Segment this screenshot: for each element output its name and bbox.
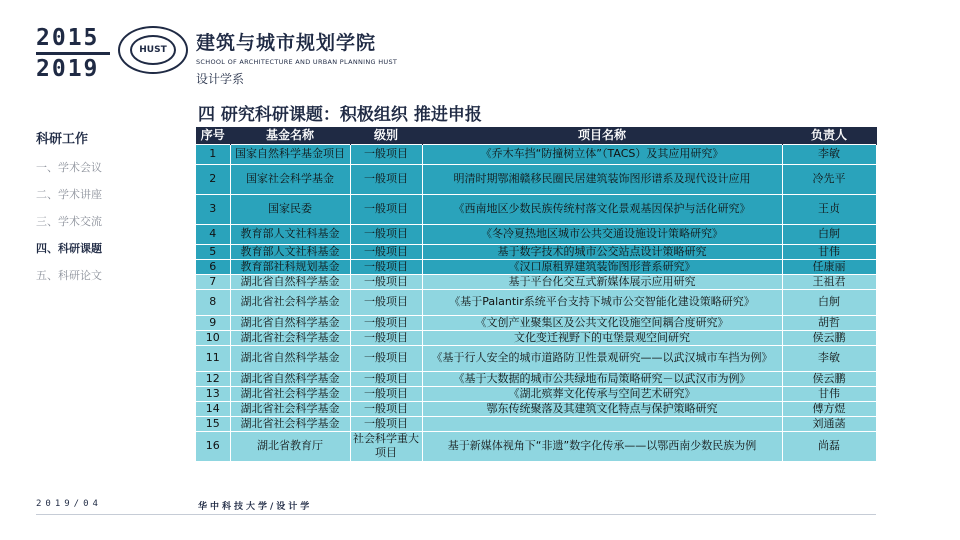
cell-no: 8 [196, 289, 230, 315]
cell-lead: 侯云鹏 [782, 371, 876, 386]
column-header-lead: 负责人 [782, 127, 876, 144]
cell-level: 一般项目 [350, 330, 422, 345]
cell-fund: 湖北省社会科学基金 [230, 416, 350, 431]
cell-no: 7 [196, 274, 230, 289]
cell-fund: 湖北省社会科学基金 [230, 289, 350, 315]
table-row [196, 194, 876, 224]
cell-level: 一般项目 [350, 144, 422, 164]
cell-lead: 傅方煜 [782, 401, 876, 416]
cell-project: 《湖北殡葬文化传承与空间艺术研究》 [422, 386, 782, 401]
cell-lead: 刘通菡 [782, 416, 876, 431]
footer-date: 2019/04 [36, 499, 102, 509]
cell-lead: 王贞 [782, 194, 876, 224]
cell-fund: 国家自然科学基金项目 [230, 144, 350, 164]
sidebar-item-research-projects[interactable]: 四、科研课题 [36, 242, 102, 255]
cell-no: 16 [196, 431, 230, 461]
sidebar-item-conferences[interactable]: 一、学术会议 [36, 161, 102, 174]
table-row [196, 386, 876, 401]
cell-project: 基于数字技术的城市公交站点设计策略研究 [422, 244, 782, 259]
sidebar-item-exchanges[interactable]: 三、学术交流 [36, 215, 102, 228]
column-header-level: 级别 [350, 127, 422, 144]
column-header-project: 项目名称 [422, 127, 782, 144]
table-row [196, 259, 876, 274]
cell-lead: 任康丽 [782, 259, 876, 274]
cell-level: 一般项目 [350, 289, 422, 315]
cell-project: 《汉口原租界建筑装饰图形普系研究》 [422, 259, 782, 274]
cell-no: 12 [196, 371, 230, 386]
cell-fund: 国家民委 [230, 194, 350, 224]
cell-project: 文化变迁视野下的屯堡景观空间研究 [422, 330, 782, 345]
cell-lead: 王祖君 [782, 274, 876, 289]
year-start: 2015 [36, 25, 100, 51]
cell-lead: 白舸 [782, 224, 876, 244]
cell-fund: 湖北省社会科学基金 [230, 386, 350, 401]
cell-level: 一般项目 [350, 345, 422, 371]
cell-project: 《文创产业聚集区及公共文化设施空间耦合度研究》 [422, 315, 782, 330]
table-row [196, 330, 876, 345]
cell-project: 《乔木车挡“防撞树立体”（TACS）及其应用研究》 [422, 144, 782, 164]
cell-lead: 甘伟 [782, 244, 876, 259]
table-row [196, 431, 876, 461]
cell-lead: 胡哲 [782, 315, 876, 330]
column-header-fund: 基金名称 [230, 127, 350, 144]
cell-fund: 湖北省教育厅 [230, 431, 350, 461]
cell-fund: 湖北省社会科学基金 [230, 330, 350, 345]
cell-no: 5 [196, 244, 230, 259]
cell-project: 基于平台化交互式新媒体展示应用研究 [422, 274, 782, 289]
sidebar-nav [36, 128, 102, 296]
column-header-no: 序号 [196, 127, 230, 144]
table-row [196, 345, 876, 371]
page-title: 四 研究科研课题：积极组织 推进申报 [198, 105, 482, 125]
cell-no: 13 [196, 386, 230, 401]
school-name-cn: 建筑与城市规划学院 [196, 32, 377, 54]
cell-level: 一般项目 [350, 315, 422, 330]
cell-project: 《西南地区少数民族传统村落文化景观基因保护与活化研究》 [422, 194, 782, 224]
table-row [196, 315, 876, 330]
cell-lead: 侯云鹏 [782, 330, 876, 345]
cell-level: 一般项目 [350, 274, 422, 289]
university-logo [118, 26, 188, 74]
cell-level: 社会科学重大项目 [350, 431, 422, 461]
cell-lead: 李敏 [782, 144, 876, 164]
cell-fund: 湖北省自然科学基金 [230, 371, 350, 386]
cell-no: 2 [196, 164, 230, 194]
logo-emblem: HUST [130, 35, 176, 65]
table-row [196, 371, 876, 386]
cell-project: 《基于行人安全的城市道路防卫性景观研究——以武汉城市车挡为例》 [422, 345, 782, 371]
table-row [196, 274, 876, 289]
table-header-row [196, 127, 876, 144]
table-row [196, 416, 876, 431]
research-projects-table [196, 127, 877, 461]
cell-no: 3 [196, 194, 230, 224]
cell-project: 《冬冷夏热地区城市公共交通设施设计策略研究》 [422, 224, 782, 244]
cell-fund: 湖北省社会科学基金 [230, 401, 350, 416]
sidebar-item-papers[interactable]: 五、科研论文 [36, 269, 102, 282]
table-row [196, 244, 876, 259]
cell-lead: 冷先平 [782, 164, 876, 194]
cell-fund: 教育部社科规划基金 [230, 259, 350, 274]
cell-fund: 湖北省自然科学基金 [230, 315, 350, 330]
cell-fund: 湖北省自然科学基金 [230, 274, 350, 289]
cell-no: 15 [196, 416, 230, 431]
cell-project: 《基于Palantir系统平台支持下城市公交智能化建设策略研究》 [422, 289, 782, 315]
table-row [196, 289, 876, 315]
cell-lead: 尚磊 [782, 431, 876, 461]
cell-fund: 国家社会科学基金 [230, 164, 350, 194]
cell-no: 10 [196, 330, 230, 345]
year-range [36, 26, 110, 82]
table-body [196, 144, 876, 461]
cell-level: 一般项目 [350, 401, 422, 416]
cell-level: 一般项目 [350, 259, 422, 274]
school-name-en: SCHOOL OF ARCHITECTURE AND URBAN PLANNING HUST [196, 58, 398, 66]
cell-fund: 教育部人文社科基金 [230, 244, 350, 259]
cell-project [422, 416, 782, 431]
cell-fund: 教育部人文社科基金 [230, 224, 350, 244]
table-row [196, 224, 876, 244]
year-divider [36, 52, 110, 55]
cell-lead: 白舸 [782, 289, 876, 315]
sidebar-heading: 科研工作 [36, 132, 89, 147]
cell-no: 14 [196, 401, 230, 416]
table-row [196, 164, 876, 194]
cell-level: 一般项目 [350, 386, 422, 401]
footer-divider [36, 514, 876, 515]
cell-lead: 甘伟 [782, 386, 876, 401]
cell-project: 明清时期鄂湘赣移民圈民居建筑装饰图形谱系及现代设计应用 [422, 164, 782, 194]
cell-level: 一般项目 [350, 194, 422, 224]
cell-project: 鄂东传统聚落及其建筑文化特点与保护策略研究 [422, 401, 782, 416]
cell-level: 一般项目 [350, 416, 422, 431]
school-header [196, 28, 397, 87]
cell-level: 一般项目 [350, 164, 422, 194]
cell-fund: 湖北省自然科学基金 [230, 345, 350, 371]
cell-no: 9 [196, 315, 230, 330]
cell-project: 《基于大数据的城市公共绿地布局策略研究－以武汉市为例》 [422, 371, 782, 386]
cell-no: 11 [196, 345, 230, 371]
cell-no: 4 [196, 224, 230, 244]
cell-level: 一般项目 [350, 371, 422, 386]
year-end: 2019 [36, 56, 100, 82]
cell-no: 6 [196, 259, 230, 274]
cell-no: 1 [196, 144, 230, 164]
table-row [196, 401, 876, 416]
department-name: 设计学系 [196, 72, 245, 86]
table-row [196, 144, 876, 164]
cell-level: 一般项目 [350, 224, 422, 244]
cell-project: 基于新媒体视角下“非遗”数字化传承——以鄂西南少数民族为例 [422, 431, 782, 461]
cell-level: 一般项目 [350, 244, 422, 259]
footer-university: 华中科技大学/设计学 [198, 502, 313, 512]
cell-lead: 李敏 [782, 345, 876, 371]
sidebar-item-lectures[interactable]: 二、学术讲座 [36, 188, 102, 201]
